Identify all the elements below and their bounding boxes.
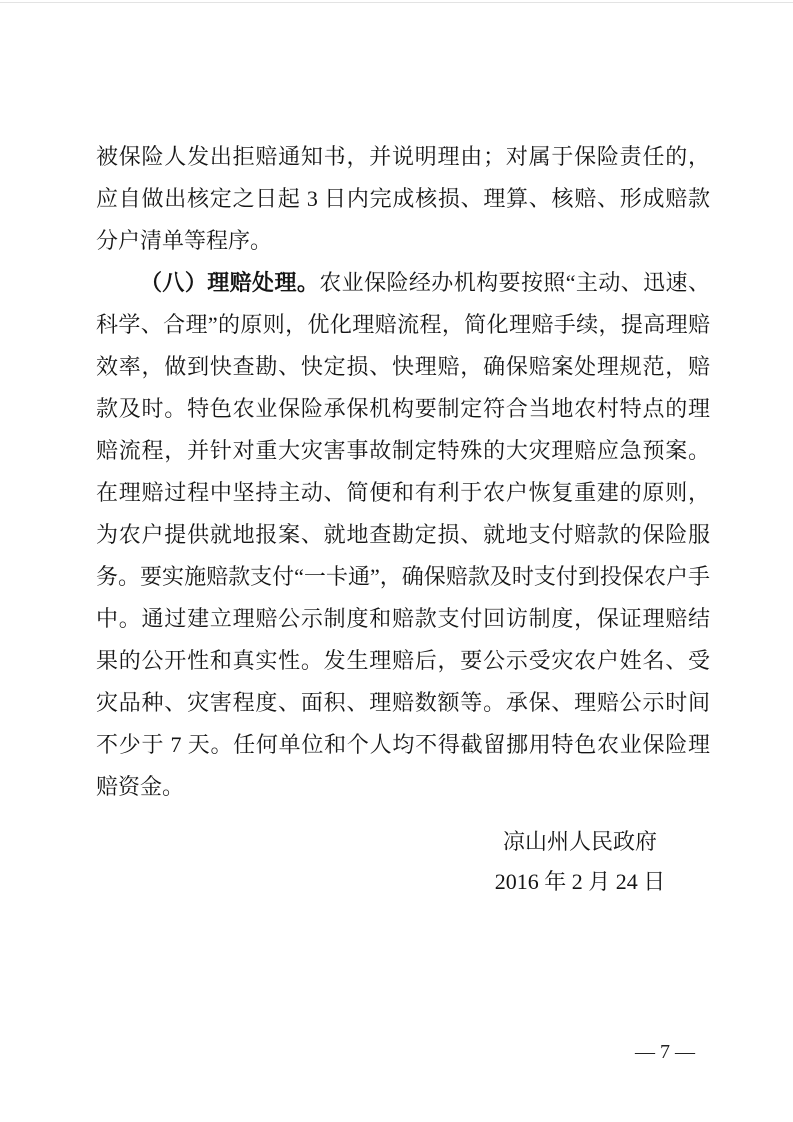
page-number: — 7 — <box>635 1041 695 1063</box>
page-footer <box>615 1038 715 1066</box>
paragraph-claims-handling <box>96 262 710 808</box>
signature-issuer: 凉山州人民政府 <box>502 829 657 854</box>
scan-edge-line <box>0 2 793 3</box>
section-heading-claims-handling: （八）理赔处理。 <box>140 270 320 295</box>
signature-date: 2016 年 2 月 24 日 <box>494 869 666 894</box>
signature-block <box>455 822 705 902</box>
document-body <box>96 136 710 808</box>
paragraph-claims-handling-text: 农业保险经办机构要按照“主动、迅速、科学、合理”的原则，优化理赔流程，简化理赔手续，提高理赔效率，做到快查勘、快定损、快理赔，确保赔案处理规范，赔款及时。特色农业保险承保机构要制定符合当地农村特点的理赔流程，并针对重大灾害事故制定特殊的大灾理赔应急预案。在理赔过程中坚持主动、简便和有利于农户恢复重建的原则，为农户提供就地报案、就地查勘定损、就地支付赔款的保险服务。要实施赔款支付“一卡通”，确保赔款及时支付到投保农户手中。通过建立理赔公示制度和赔款支付回访制度，保证理赔结果的公开性和真实性。发生理赔后，要公示受灾农户姓名、受灾品种、灾害程度、面积、理赔数额等。承保、理赔公示时间不少于 7 天。任何单位和个人均不得截留挪用特色农业保险理赔资金。 <box>96 270 710 799</box>
paragraph-rejection-notice-procedure: 被保险人发出拒赔通知书，并说明理由；对属于保险责任的，应自做出核定之日起 3 日内完成核损、理算、核赔、形成赔款分户清单等程序。 <box>96 144 710 253</box>
